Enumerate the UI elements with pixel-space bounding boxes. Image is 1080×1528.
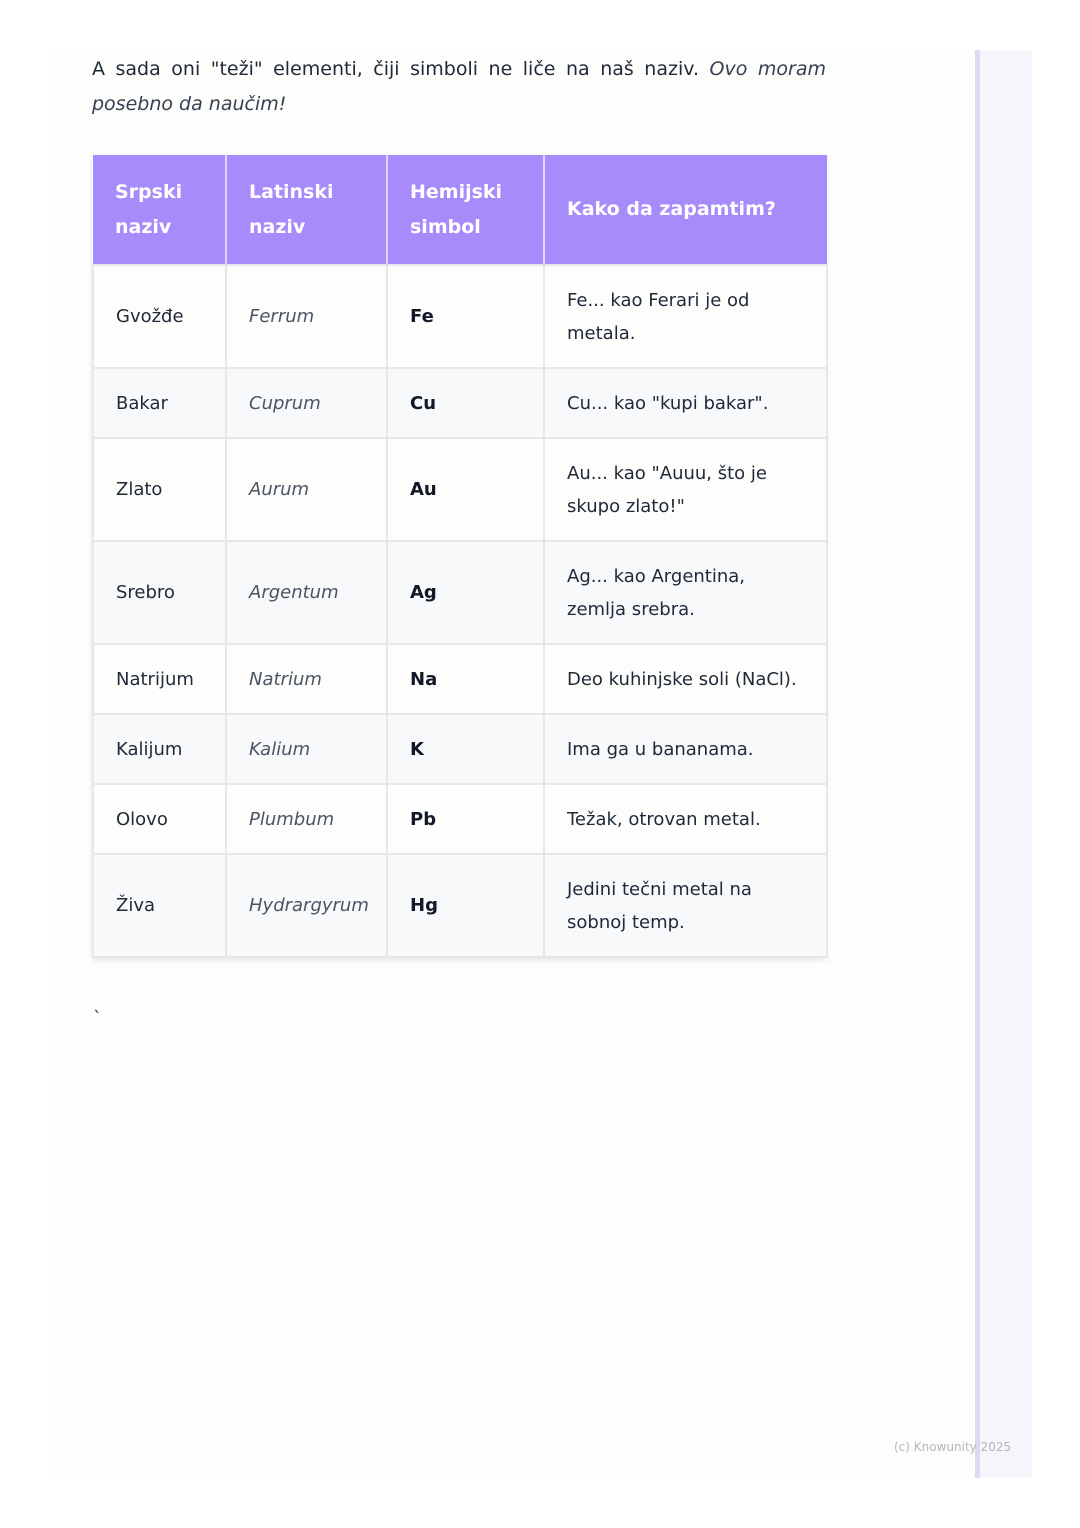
cell-latin-name: Hydrargyrum	[226, 854, 387, 957]
cell-serbian-name: Zlato	[93, 438, 226, 541]
cell-latin-name: Plumbum	[226, 784, 387, 854]
intro-paragraph	[92, 52, 826, 122]
cell-serbian-name: Olovo	[93, 784, 226, 854]
copyright-footer: (c) Knowunity 2025	[894, 1440, 1012, 1454]
cell-serbian-name: Kalijum	[93, 714, 226, 784]
cell-serbian-name: Srebro	[93, 541, 226, 644]
cell-chemical-symbol: Cu	[387, 368, 544, 438]
page-margin-line	[975, 50, 980, 1478]
table-row	[93, 368, 827, 438]
cell-latin-name: Aurum	[226, 438, 387, 541]
cell-serbian-name: Gvožđe	[93, 265, 226, 368]
table-header-row	[93, 155, 827, 265]
cell-mnemonic: Ima ga u bananama.	[544, 714, 827, 784]
header-serbian-name: Srpski naziv	[93, 155, 226, 265]
cell-chemical-symbol: Na	[387, 644, 544, 714]
elements-table	[92, 155, 826, 958]
cell-serbian-name: Natrijum	[93, 644, 226, 714]
header-chemical-symbol: Hemijski simbol	[387, 155, 544, 265]
cell-mnemonic: Težak, otrovan metal.	[544, 784, 827, 854]
cell-latin-name: Cuprum	[226, 368, 387, 438]
cell-chemical-symbol: K	[387, 714, 544, 784]
cell-mnemonic: Cu... kao "kupi bakar".	[544, 368, 827, 438]
cell-mnemonic: Ag... kao Argentina, zemlja srebra.	[544, 541, 827, 644]
header-mnemonic: Kako da zapamtim?	[544, 155, 827, 265]
cell-mnemonic: Jedini tečni metal na sobnoj temp.	[544, 854, 827, 957]
cell-serbian-name: Živa	[93, 854, 226, 957]
cell-chemical-symbol: Ag	[387, 541, 544, 644]
table-row	[93, 784, 827, 854]
intro-text: A sada oni "teži" elementi, čiji simboli ne liče na naš naziv.	[92, 58, 710, 80]
cell-latin-name: Kalium	[226, 714, 387, 784]
table-row	[93, 714, 827, 784]
cell-chemical-symbol: Pb	[387, 784, 544, 854]
cell-chemical-symbol: Au	[387, 438, 544, 541]
cell-latin-name: Ferrum	[226, 265, 387, 368]
intro-emphasis: Ovo moram posebno da naučim!	[92, 58, 826, 115]
table-row	[93, 644, 827, 714]
cell-serbian-name: Bakar	[93, 368, 226, 438]
cell-latin-name: Argentum	[226, 541, 387, 644]
cell-chemical-symbol: Fe	[387, 265, 544, 368]
stray-backtick-mark: `	[93, 1008, 102, 1029]
table-row	[93, 854, 827, 957]
cell-mnemonic: Deo kuhinjske soli (NaCl).	[544, 644, 827, 714]
cell-chemical-symbol: Hg	[387, 854, 544, 957]
page-margin-strip	[976, 50, 1032, 1478]
table-row	[93, 541, 827, 644]
cell-latin-name: Natrium	[226, 644, 387, 714]
table-row	[93, 265, 827, 368]
header-latin-name: Latinski naziv	[226, 155, 387, 265]
cell-mnemonic: Fe... kao Ferari je od metala.	[544, 265, 827, 368]
cell-mnemonic: Au... kao "Auuu, što je skupo zlato!"	[544, 438, 827, 541]
table-row	[93, 438, 827, 541]
